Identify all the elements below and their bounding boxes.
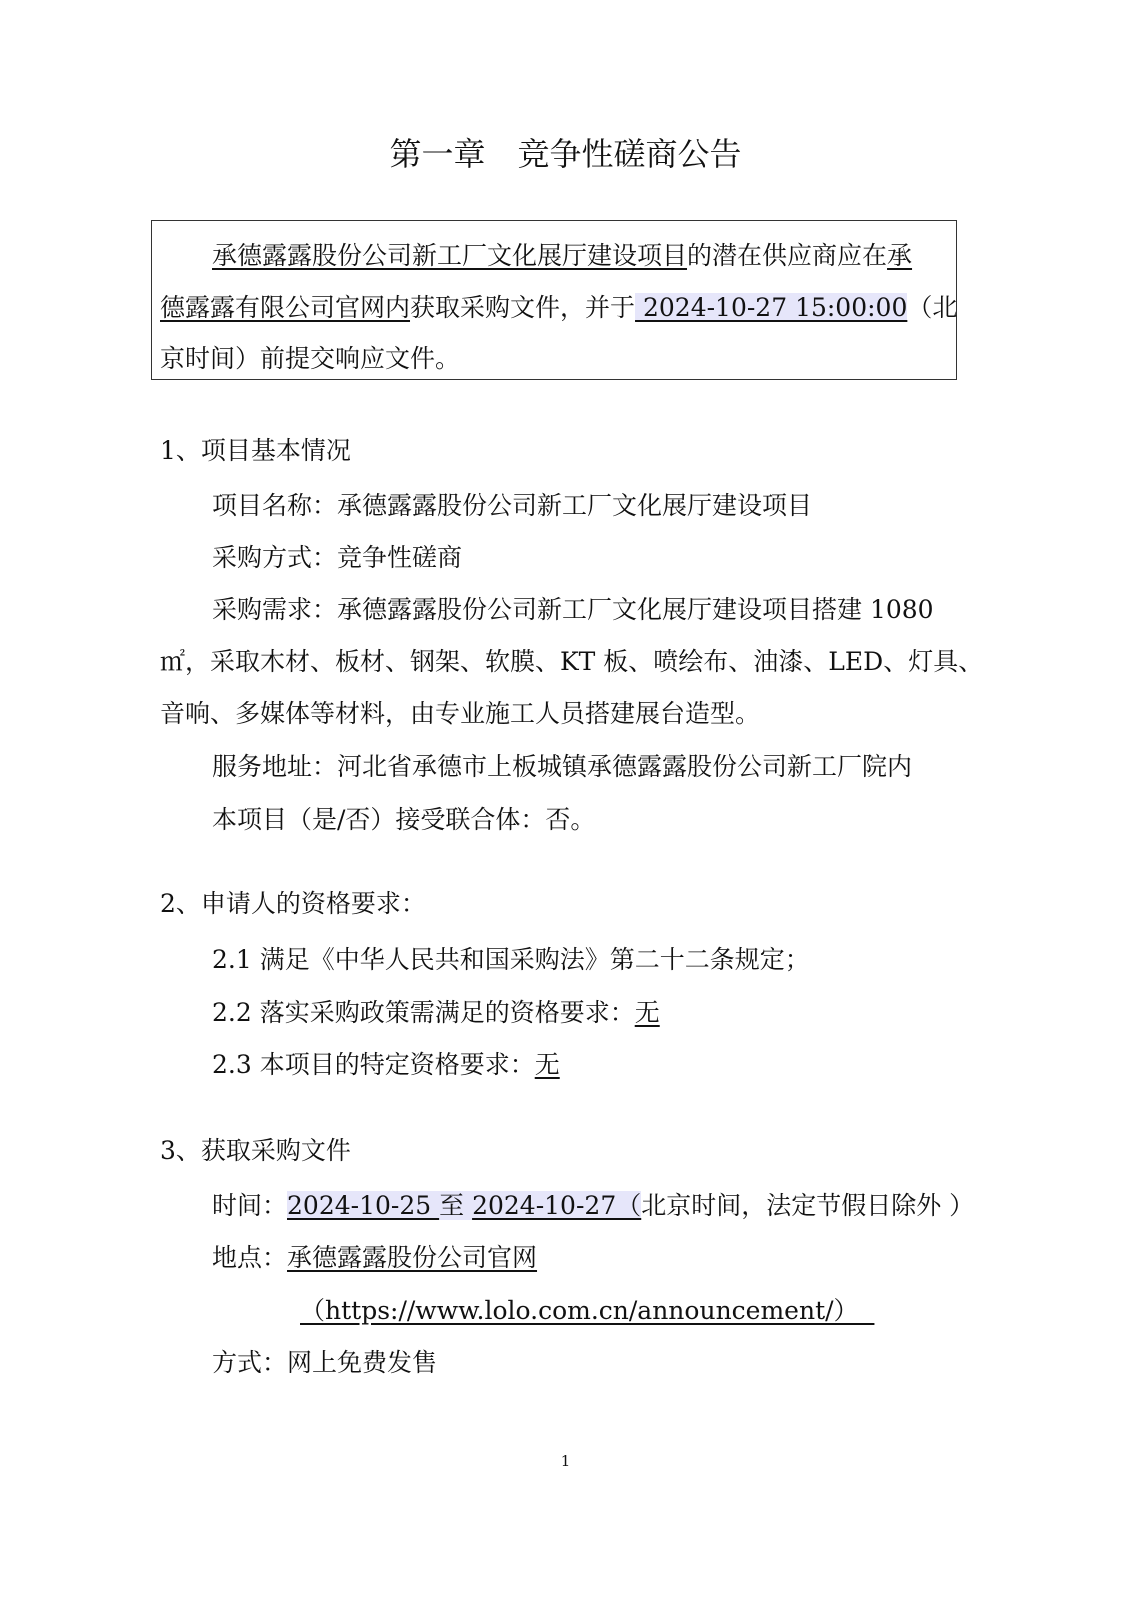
url-link[interactable]	[300, 1296, 874, 1326]
place: 承德露露股份公司官网	[287, 1243, 538, 1272]
notice-line-1	[212, 241, 912, 271]
text: 的潜在供应商应在	[687, 241, 888, 270]
deadline: 2024-10-27 15:00:00	[635, 293, 908, 322]
label: 时间：	[212, 1191, 288, 1220]
value: 无	[534, 1050, 560, 1079]
notice-line-3: 京时间）前提交响应文件。	[160, 344, 461, 373]
section-2-heading: 2、申请人的资格要求：	[160, 889, 426, 918]
qualification-2	[212, 998, 660, 1028]
requirement-line-3: 音响、多媒体等材料，由专业施工人员搭建展台造型。	[160, 699, 761, 728]
service-address: 服务地址：河北省承德市上板城镇承德露露股份公司新工厂院内	[212, 752, 913, 781]
text: 2.2 落实采购政策需满足的资格要求：	[212, 998, 635, 1027]
start-date: 2024-10-25	[287, 1191, 440, 1220]
project-name-line: 项目名称：承德露露股份公司新工厂文化展厅建设项目	[212, 491, 813, 520]
notice-line-2	[160, 293, 957, 323]
page-title: 第一章 竞争性磋商公告	[389, 135, 742, 173]
procurement-method: 采购方式：竞争性磋商	[212, 543, 463, 572]
page-number: 1	[560, 1452, 571, 1470]
text: 获取采购文件，并于	[410, 293, 636, 322]
project-name: 承德露露股份公司新工厂文化展厅建设项目	[212, 241, 688, 270]
value: 无	[634, 998, 660, 1027]
method-line: 方式：网上免费发售	[212, 1348, 438, 1377]
text: （北	[907, 293, 958, 322]
label: 地点：	[212, 1243, 288, 1272]
section-1-heading: 1、项目基本情况	[160, 436, 351, 465]
text: 北京时间，法定节假日除外 ）	[641, 1191, 975, 1220]
text: 2.3 本项目的特定资格要求：	[212, 1050, 535, 1079]
section-3-heading: 3、获取采购文件	[160, 1136, 351, 1165]
consortium: 本项目（是/否）接受联合体：否。	[212, 805, 596, 834]
requirement-line-2: ㎡，采取木材、板材、钢架、软膜、KT 板、喷绘布、油漆、LED、灯具、	[160, 647, 984, 676]
qualification-1: 2.1 满足《中华人民共和国采购法》第二十二条规定；	[212, 945, 810, 974]
end-date: 2024-10-27（	[472, 1191, 642, 1220]
text: 至	[439, 1191, 465, 1220]
site: 承	[887, 241, 913, 270]
qualification-3	[212, 1050, 560, 1080]
requirement-line-1: 采购需求：承德露露股份公司新工厂文化展厅建设项目搭建 1080	[212, 595, 934, 624]
url[interactable]: （https://www.lolo.com.cn/announcement/）	[300, 1296, 875, 1325]
time-line	[212, 1191, 974, 1221]
site: 德露露有限公司官网内	[160, 293, 411, 322]
place-line	[212, 1243, 537, 1273]
